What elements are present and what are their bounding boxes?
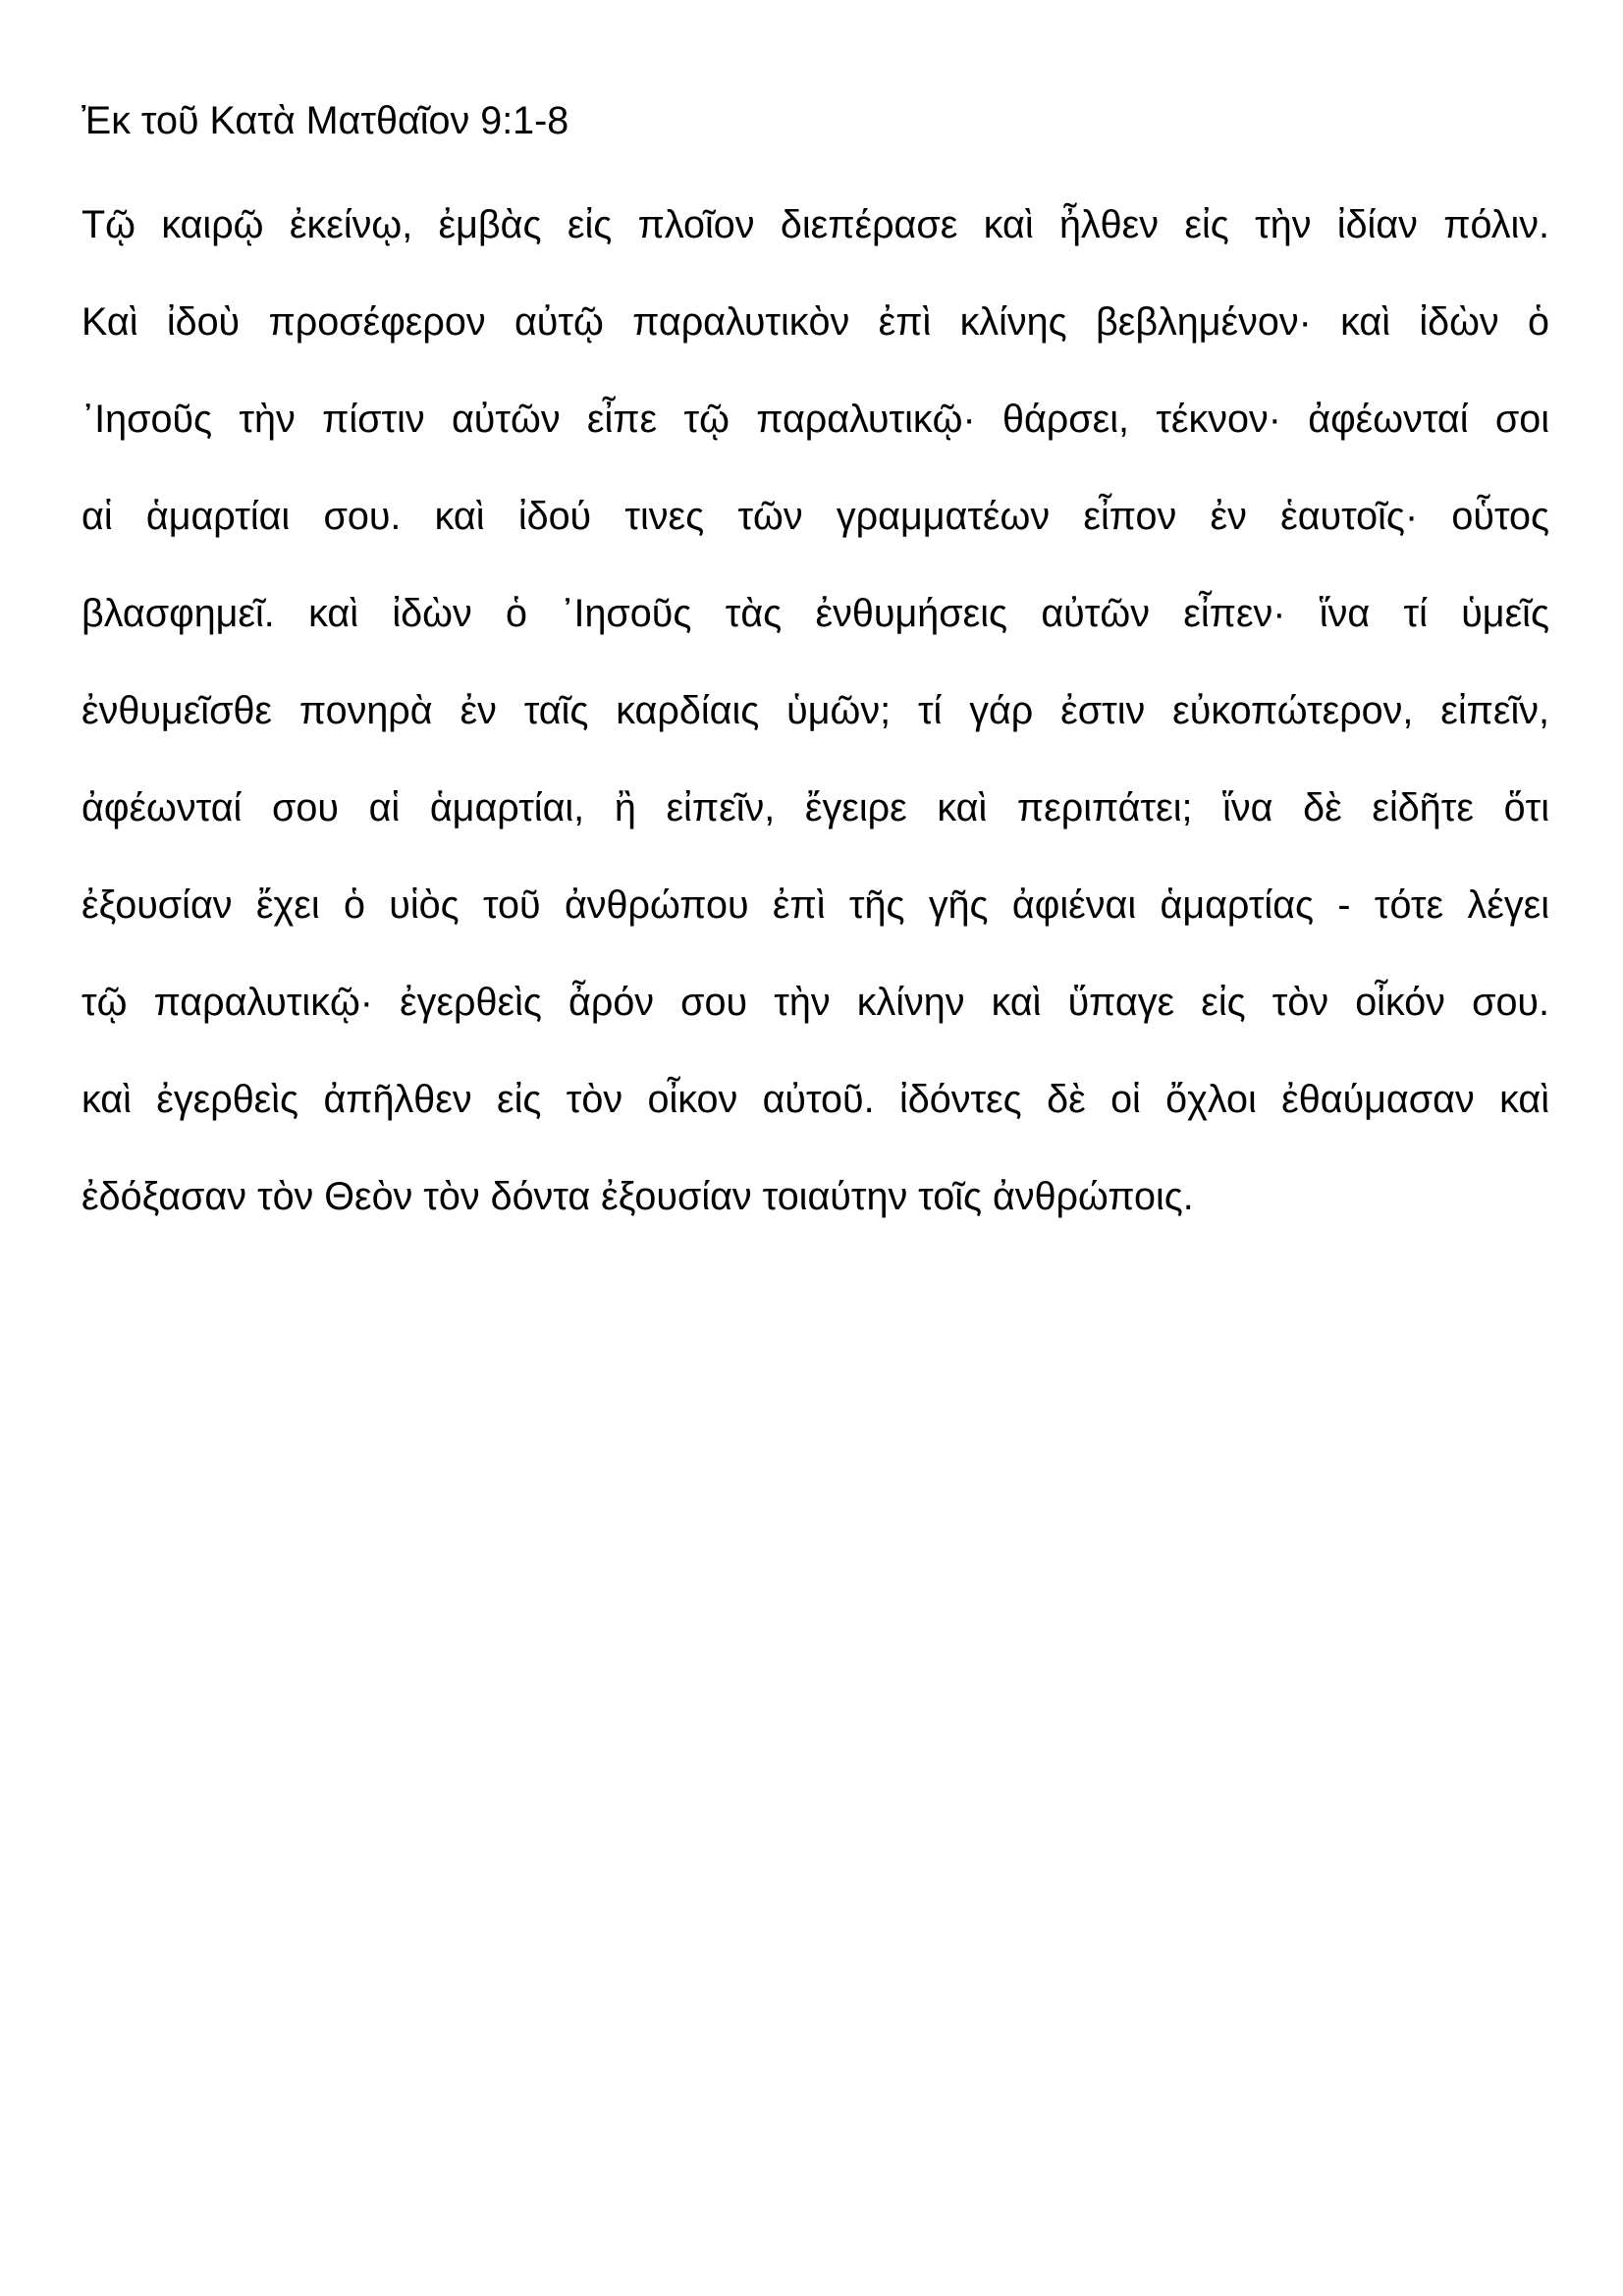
text-line: ᾿Ιησοῦς τὴν πίστιν αὐτῶν εἶπε τῷ παραλυτικῷ· θάρσει, τέκνον· ἀφέωνταί σοι: [81, 398, 1549, 441]
text-line: ἐνθυμεῖσθε πονηρὰ ἐν ταῖς καρδίαις ὑμῶν; τί γάρ ἐστιν εὐκοπώτερον, εἰπεῖν,: [81, 689, 1549, 732]
text-line: Καὶ ἰδοὺ προσέφερον αὐτῷ παραλυτικὸν ἐπὶ κλίνης βεβλημένον· καὶ ἰδὼν ὁ: [81, 300, 1549, 344]
passage-heading: Ἐκ τοῦ Κατὰ Ματθαῖον 9:1-8: [81, 99, 569, 142]
text-line: τῷ παραλυτικῷ· ἐγερθεὶς ἆρόν σου τὴν κλίνην καὶ ὕπαγε εἰς τὸν οἶκόν σου.: [81, 981, 1549, 1024]
text-line: καὶ ἐγερθεὶς ἀπῆλθεν εἰς τὸν οἶκον αὐτοῦ. ἰδόντες δὲ οἱ ὄχλοι ἐθαύμασαν καὶ: [81, 1078, 1549, 1121]
text-line: ἀφέωνταί σου αἱ ἁμαρτίαι, ἢ εἰπεῖν, ἔγειρε καὶ περιπάτει; ἵνα δὲ εἰδῆτε ὅτι: [81, 786, 1549, 829]
text-line: βλασφημεῖ. καὶ ἰδὼν ὁ ᾿Ιησοῦς τὰς ἐνθυμήσεις αὐτῶν εἶπεν· ἵνα τί ὑμεῖς: [81, 592, 1549, 635]
document-page: [81, 98, 1549, 1246]
text-line: ἐδόξασαν τὸν Θεὸν τὸν δόντα ἐξουσίαν τοιαύτην τοῖς ἀνθρώποις.: [81, 1175, 1194, 1218]
text-line: Τῷ καιρῷ ἐκείνῳ, ἐμβὰς εἰς πλοῖον διεπέρασε καὶ ἦλθεν εἰς τὴν ἰδίαν πόλιν.: [81, 203, 1549, 246]
text-line: αἱ ἁμαρτίαι σου. καὶ ἰδού τινες τῶν γραμματέων εἶπον ἐν ἑαυτοῖς· οὗτος: [81, 495, 1549, 538]
text-line: ἐξουσίαν ἔχει ὁ υἱὸς τοῦ ἀνθρώπου ἐπὶ τῆς γῆς ἀφιέναι ἁμαρτίας - τότε λέγει: [81, 883, 1549, 927]
passage-body: [81, 177, 1549, 1246]
